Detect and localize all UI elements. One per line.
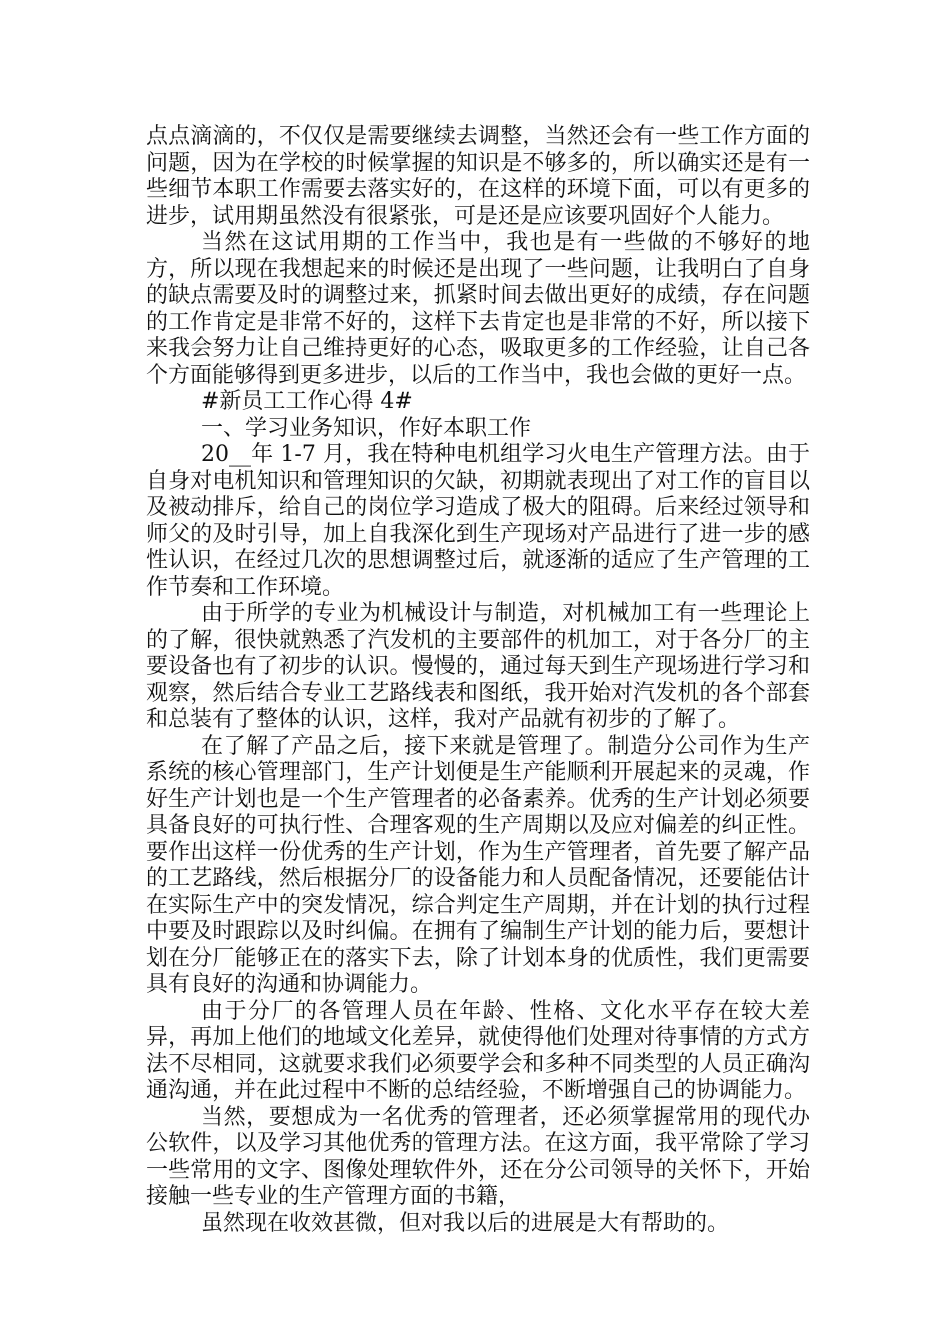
paragraph-learning: 20__年 1-7 月，我在特种电机组学习火电生产管理方法。由于自身对电机知识和管理知识的欠缺，初期就表现出了对工作的盲目以及被动排斥，给自己的岗位学习造成了极大的阻碍。后来经过领导和师父的及时引导，加上自我深化到生产现场对产品进行了进一步的感性认识，在经过几次的思想调整过后，就逐渐的适应了生产管理的工作节奏和工作环境。 (146, 442, 810, 600)
paragraph-software: 当然，要想成为一名优秀的管理者，还必须掌握常用的现代办公软件，以及学习其他优秀的管理方法。在这方面，我平常除了学习一些常用的文字、图像处理软件外，还在分公司领导的关怀下，开始接触一些专业的生产管理方面的书籍， (146, 1104, 810, 1209)
section-heading: #新员工工作心得 4# (201, 389, 413, 414)
paragraph-management: 在了解了产品之后，接下来就是管理了。制造分公司作为生产系统的核心管理部门，生产计划便是生产能顺利开展起来的灵魂，作好生产计划也是一个生产管理者的必备素养。优秀的生产计划必须要具备良好的可执行性、合理客观的生产周期以及应对偏差的纠正性。要作出这样一份优秀的生产计划，作为生产管理者，首先要了解产品的工艺路线，然后根据分厂的设备能力和人员配备情况，还要能估计在实际生产中的突发情况，综合判定生产周期，并在计划的执行过程中要及时跟踪以及时纠偏。在拥有了编制生产计划的能力后，要想计划在分厂能够正在的落实下去，除了计划本身的优质性，我们更需要具有良好的沟通和协调能力。 (146, 733, 810, 997)
paragraph-communication: 由于分厂的各管理人员在年龄、性格、文化水平存在较大差异，再加上他们的地域文化差异，就使得他们处理对待事情的方式方法不尽相同，这就要求我们必须要学会和多种不同类型的人员正确沟通沟通，并在此过程中不断的总结经验，不断增强自己的协调能力。 (146, 998, 810, 1103)
paragraph-trial-period: 当然在这试用期的工作当中，我也是有一些做的不够好的地方，所以现在我想起来的时候还是出现了一些问题，让我明白了自身的缺点需要及时的调整过来，抓紧时间去做出更好的成绩，存在问题的工作肯定是非常不好的，这样下去肯定也是非常的不好，所以接下来我会努力让自己维持更好的心态，吸取更多的工作经验，让自己各个方面能够得到更多进步，以后的工作当中，我也会做的更好一点。 (146, 230, 810, 388)
paragraph-conclusion: 虽然现在收效甚微，但对我以后的进展是大有帮助的。 (201, 1210, 730, 1236)
paragraph-major: 由于所学的专业为机械设计与制造，对机械加工有一些理论上的了解，很快就熟悉了汽发机的主要部件的机加工，对于各分厂的主要设备也有了初步的认识。慢慢的，通过每天到生产现场进行学习和观察，然后结合专业工艺路线表和图纸，我开始对汽发机的各个部套和总装有了整体的认识，这样，我对产品就有初步的了解了。 (146, 601, 810, 732)
paragraph-continuation: 点点滴滴的，不仅仅是需要继续去调整，当然还会有一些工作方面的问题，因为在学校的时候掌握的知识是不够多的，所以确实还是有一些细节本职工作需要去落实好的，在这样的环境下面，可以有更多的进步，试用期虽然没有很紧张，可是还是应该要巩固好个人能力。 (146, 124, 810, 229)
document-body (146, 124, 810, 1237)
subsection-heading: 一、学习业务知识，作好本职工作 (201, 415, 532, 441)
